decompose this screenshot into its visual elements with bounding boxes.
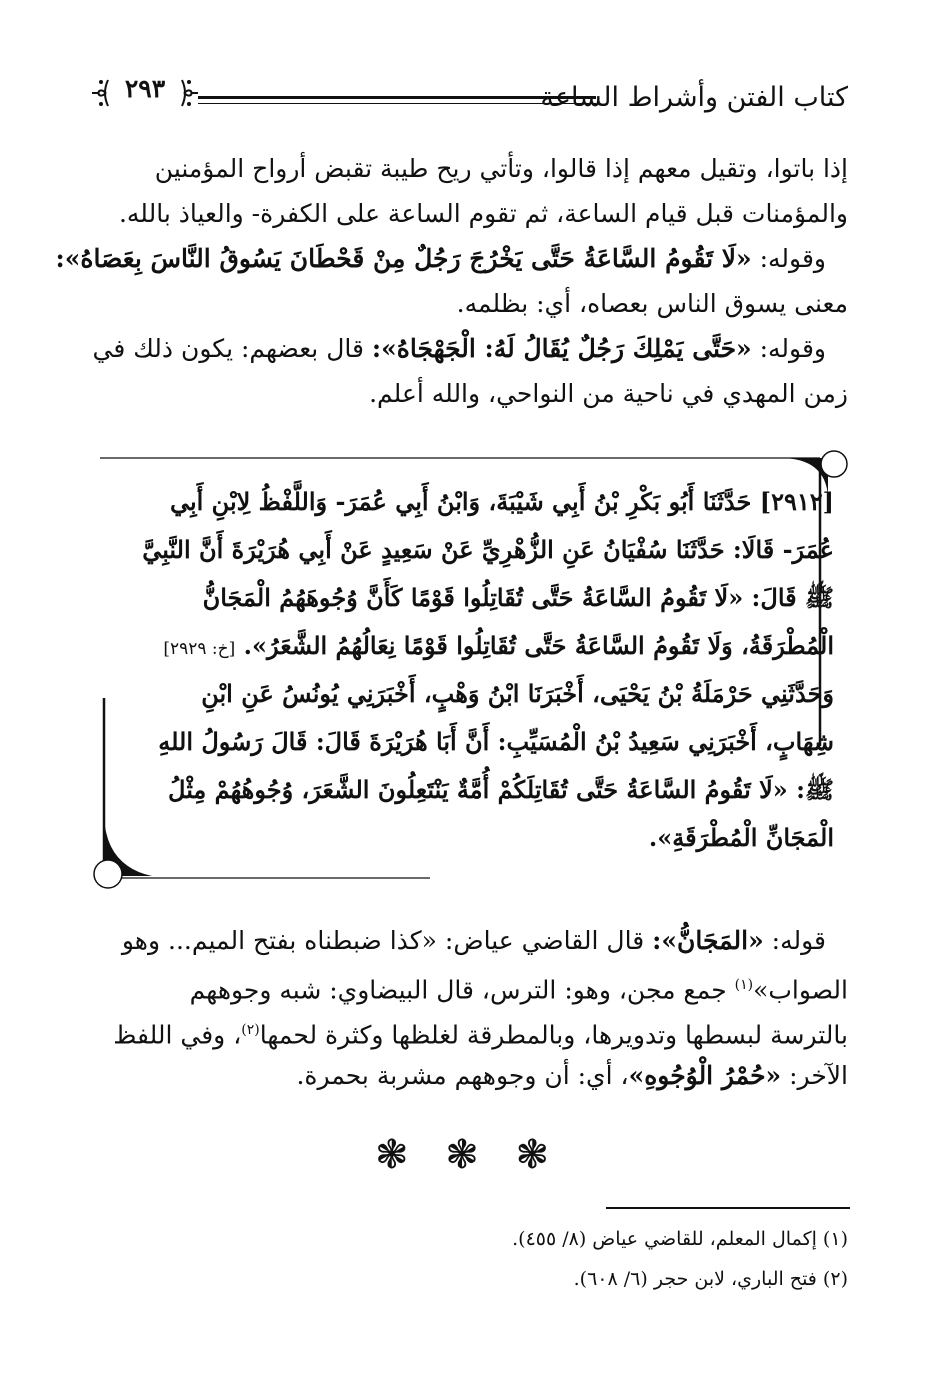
hadith-line-5: وَحَدَّثَنِي حَرْمَلَةُ بْنُ يَحْيَى، أَخْبَرَنَا ابْنُ وَهْبٍ، أَخْبَرَنِي يُونُسُ عَنِ ابْنِ xyxy=(201,679,834,708)
commentary-line-3-a: بالترسة لبسطها وتدويرها، وبالمطرقة لغلظها وكثرة لحمها xyxy=(259,1020,848,1050)
section-separator-stars: ❃ ❃ ❃ xyxy=(375,1132,561,1178)
commentary-line-3-b: ، وفي اللفظ xyxy=(113,1020,242,1050)
hadith-line-6: شِهَابٍ، أَخْبَرَنِي سَعِيدُ بْنُ الْمُسَيِّبِ: أَنَّ أَبَا هُرَيْرَةَ قَالَ: قَالَ رَسُولُ اللهِ xyxy=(158,727,834,756)
hadith-line-7: ﷺ: «لَا تَقُومُ السَّاعَةُ حَتَّى تُقَاتِلَكُمْ أُمَّةٌ يَنْتَعِلُونَ الشَّعَرَ، وُجُوهُهُمْ مِثْلُ xyxy=(168,775,834,804)
hadith-line-3: ﷺ قَالَ: «لَا تَقُومُ السَّاعَةُ حَتَّى تُقَاتِلُوا قَوْمًا كَأَنَّ وُجُوهَهُمُ الْمَجَانُّ xyxy=(202,583,834,612)
commentary-line-3 xyxy=(88,1008,848,1053)
commentary-term: «المَجَانُّ»: xyxy=(652,926,764,955)
commentary-line-4-prefix: الآخر: xyxy=(781,1061,848,1090)
hadith-block xyxy=(104,478,834,862)
hadith-line-4 xyxy=(104,622,834,670)
commentary-line-4-rest: ، أي: أن وجوههم مشربة بحمرة. xyxy=(296,1061,629,1090)
page-number-ornament xyxy=(92,70,198,116)
footnote-rule xyxy=(606,1207,850,1209)
quote-2-last-line: زمن المهدي في ناحية من النواحي، والله أعلم. xyxy=(369,379,848,408)
quote-2-prefix: وقوله: xyxy=(751,334,826,363)
running-header-title: كتاب الفتن وأشراط الساعة xyxy=(540,82,848,113)
quote-2-text: «حَتَّى يَمْلِكَ رَجُلٌ يُقَالُ لَهُ: الْجَهْجَاهُ»: xyxy=(371,334,752,363)
commentary-term-2: «حُمْرُ الْوُجُوهِ» xyxy=(628,1061,782,1090)
commentary-line-4 xyxy=(88,1053,848,1098)
commentary-prefix: قوله: xyxy=(763,926,826,955)
hadith-line-1: [٢٩١٢] حَدَّثَنَا أَبُو بَكْرِ بْنُ أَبِي شَيْبَةَ، وَابْنُ أَبِي عُمَرَ- وَاللَّفْظُ لِابْنِ أَبِي xyxy=(169,487,834,516)
commentary-line-1 xyxy=(88,918,848,963)
commentary-line-2 xyxy=(88,963,848,1008)
page-number: ٢٩٣ xyxy=(124,74,166,103)
header-rule-thick xyxy=(198,96,596,99)
commentary-text xyxy=(88,918,848,1098)
footnote-2: (٢) فتح الباري، لابن حجر (٦/ ٦٠٨). xyxy=(573,1268,848,1290)
quote-2-line xyxy=(88,326,848,371)
hadith-line-8: الْمَجَانِّ الْمُطْرَقَةِ». xyxy=(648,823,834,852)
quote-2-rest: قال بعضهم: يكون ذلك في xyxy=(92,334,372,363)
footnote-ref-2: (٢) xyxy=(241,1022,260,1038)
bukhari-reference: [خ: ٢٩٢٩] xyxy=(163,639,236,659)
quote-1-text: «لَا تَقُومُ السَّاعَةُ حَتَّى يَخْرُجَ رَجُلٌ مِنْ قَحْطَانَ يَسُوقُ النَّاسَ بِعَصَاهُ»: xyxy=(55,244,752,273)
hadith-line-2: عُمَرَ- قَالَا: حَدَّثَنَا سُفْيَانُ عَنِ الزُّهْرِيِّ عَنْ سَعِيدٍ عَنْ أَبِي هُرَيْرَةَ أَنَّ النَّبِيَّ xyxy=(142,535,834,564)
quote-1-line xyxy=(55,236,848,281)
intro-line-1: إذا باتوا، وتقيل معهم إذا قالوا، وتأتي ريح طيبة تقبض أرواح المؤمنين xyxy=(154,154,848,183)
quote-1-prefix: وقوله: xyxy=(751,244,826,273)
commentary-line-2-a: الصواب» xyxy=(753,975,848,1005)
header-rule-thin xyxy=(198,103,596,104)
footnote-1: (١) إكمال المعلم، للقاضي عياض (٨/ ٤٥٥). xyxy=(512,1228,848,1250)
intro-line-2: والمؤمنات قبل قيام الساعة، ثم تقوم الساعة على الكفرة- والعياذ بالله. xyxy=(118,199,848,228)
commentary-line-2-b: جمع مجن، وهو: الترس، قال البيضاوي: شبه وجوههم xyxy=(189,975,735,1005)
hadith-line-4-text: الْمُطْرَقَةُ، وَلَا تَقُومُ السَّاعَةُ حَتَّى تُقَاتِلُوا قَوْمًا نِعَالُهُمُ الشَّعَرُ». xyxy=(243,631,834,660)
intro-text xyxy=(55,146,848,416)
footnote-ref-1: (١) xyxy=(734,977,754,993)
commentary-line-1-rest: قال القاضي عياض: «كذا ضبطناه بفتح الميم... وهو xyxy=(121,926,653,955)
quote-1-explanation: معنى يسوق الناس بعصاه، أي: بظلمه. xyxy=(456,289,848,318)
